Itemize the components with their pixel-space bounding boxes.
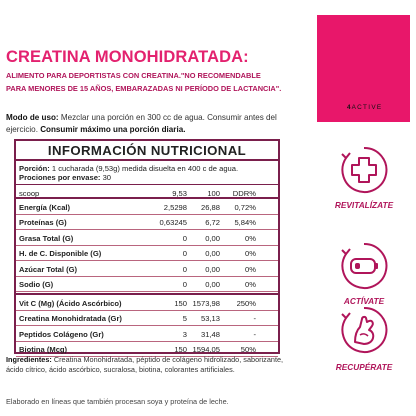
nutrient-name: Sodio (G) [19,280,54,289]
ingredients-list: Creatina Monohidratada, péptido de colágeno hidrolizado, saborizante, ácido cítrico, ácido ascórbico, sucralosa, biotina, colorantes artificiales. [6,355,284,374]
nutrient-name: Vit C (Mg) (Ácido Ascórbico) [19,298,122,308]
nutrition-heading: INFORMACIÓN NUTRICIONAL [16,141,278,161]
value-per-scoop: 0 [182,280,187,289]
usage-text: Mezclar una porción en 300 cc de agua. Consumir antes del ejercicio. [6,113,277,134]
usage-label: Modo de uso: [6,113,59,122]
value-per-scoop: 0 [182,233,187,243]
nutrient-name: Proteínas (G) [19,218,67,227]
value-ddr: 5,84% [234,218,256,227]
column-header-scoop: 9,53 [172,188,187,198]
nutrient-name: Grasa Total (G) [19,233,74,243]
value-per-scoop: 0 [182,264,187,274]
value-per-scoop: 150 [174,298,187,308]
portion-label: Porción: [19,164,50,173]
portion-info [16,161,278,185]
nutrient-name: H. de C. Disponible (G) [19,249,102,258]
value-per-100: 1594,05 [192,345,220,354]
nutrient-rows [16,199,278,292]
column-header-name: scoop [19,188,40,198]
ingredients-label: Ingredientes: [6,355,52,364]
ingredients-text [6,355,296,375]
value-per-scoop: 150 [174,345,187,354]
servings-value: 30 [100,173,112,182]
benefit-label-revitalizate: REVITALÍZATE [334,200,394,210]
column-header-ddr: DDR% [232,188,256,198]
servings-line [19,173,278,182]
value-per-100: 0,00 [205,264,220,274]
product-subtitle [6,70,306,95]
nutrient-name: Azúcar Total (G) [19,264,78,274]
product-title: CREATINA MONOHIDRATADA: [6,48,249,66]
value-per-scoop: 0,63245 [159,218,187,227]
value-ddr: 0,72% [234,202,256,212]
value-per-100: 31,48 [200,329,220,339]
table-row [16,215,278,231]
usage-instructions [6,112,282,135]
portion-line [19,164,278,173]
table-row [16,230,278,246]
brand-logo [347,104,382,111]
portion-text: 1 cucharada (9,53g) medida disuelta en 400 c de agua. [49,164,239,173]
servings-label: Prociones por envase: [19,173,101,182]
table-row [16,246,278,262]
table-row [16,277,278,293]
brand-mark: 4 [347,104,351,111]
table-header-row [16,185,278,199]
brand-name: ACTIVE [351,104,383,111]
value-per-100: 6,72 [205,218,220,227]
value-ddr: 0% [245,233,256,243]
muscle-recovery-icon [338,304,390,356]
value-per-100: 0,00 [205,249,220,258]
allergen-note: Elaborado en líneas que también procesan soya y proteína de leche. [6,397,229,406]
subtitle-line-1: ALIMENTO PARA DEPORTISTAS CON CREATINA."NO RECOMENDABLE [6,71,261,80]
nutrition-facts-table [14,139,280,354]
nutrient-name: Peptidos Colágeno (Gr) [19,329,104,339]
subtitle-line-2: PARA MENORES DE 15 AÑOS, EMBARAZADAS NI PERÍODO DE LACTANCIA". [6,83,282,93]
value-per-scoop: 3 [182,329,187,339]
value-ddr: 250% [236,298,256,308]
table-row [16,199,278,215]
nutrient-name: Biotina (Mcg) [19,345,68,354]
table-row [16,326,278,342]
value-per-100: 0,00 [205,233,220,243]
value-per-100: 1573,98 [192,298,220,308]
usage-emphasis: Consumir máximo una porción diaria. [40,124,186,134]
nutrient-name: Energía (Kcal) [19,202,71,212]
value-ddr: 0% [245,264,256,274]
battery-icon [338,240,390,292]
value-per-scoop: 2,5298 [163,202,187,212]
value-ddr: - [253,329,256,339]
benefit-label-recuperate: RECUPÉRATE [335,362,393,372]
column-header-100: 100 [207,188,220,198]
benefit-label-activate: ACTÍVATE [343,296,385,306]
value-ddr: - [253,314,256,323]
table-row [16,261,278,277]
brand-panel [317,15,410,122]
nutrient-name: Creatina Monohidratada (Gr) [19,314,122,323]
value-ddr: 0% [245,280,256,289]
value-per-100: 26,88 [200,202,220,212]
supplement-rows [16,295,278,357]
value-ddr: 50% [240,345,256,354]
value-per-scoop: 0 [182,249,187,258]
value-per-scoop: 5 [182,314,187,323]
table-row [16,295,278,311]
value-ddr: 0% [245,249,256,258]
table-row [16,311,278,327]
value-per-100: 0,00 [205,280,220,289]
medical-cross-icon [338,144,390,196]
value-per-100: 53,13 [200,314,220,323]
